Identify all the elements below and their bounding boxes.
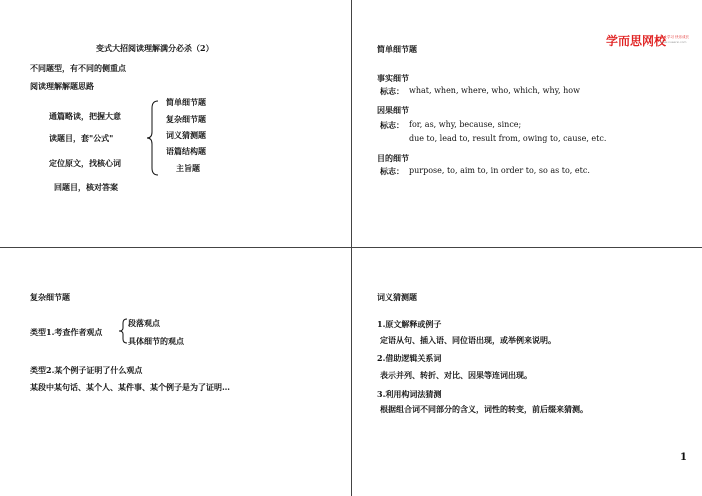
logo-tagline: 爱上学习 快乐成长: [660, 35, 690, 39]
question-type: 词义猜测题: [166, 130, 206, 140]
cause-heading: 因果细节: [377, 105, 409, 115]
cause-words-2: due to, lead to, result from, owing to, cause, etc.: [409, 134, 607, 143]
logo-name: 学而思网校: [606, 34, 667, 48]
slide-3-title: 复杂细节题: [30, 292, 70, 302]
brand-logo: [606, 34, 698, 50]
brace-icon: [118, 318, 128, 344]
question-type: 主旨题: [176, 163, 200, 173]
slide-4-title: 词义猜测题: [377, 292, 417, 302]
horizontal-divider: [0, 247, 702, 248]
cause-words-1: for, as, why, because, since;: [409, 120, 522, 129]
method-heading: 2.借助逻辑关系词: [377, 353, 442, 363]
purpose-heading: 目的细节: [377, 153, 409, 163]
step-item: 定位原文，找核心词: [49, 158, 121, 168]
type-2-description: 某段中某句话、某个人、某件事、某个例子是为了证明…: [30, 382, 230, 392]
cause-marker: 标志：: [380, 120, 404, 130]
question-type: 复杂细节题: [166, 114, 206, 124]
type-1-option: 段落观点: [128, 318, 160, 328]
method-detail: 根据组合词不同部分的含义，词性的转变，前后缀来猜测。: [380, 404, 588, 414]
question-type: 语篇结构题: [166, 146, 206, 156]
slide-2-title: 简单细节题: [377, 44, 417, 54]
vertical-divider: [351, 0, 352, 496]
slide-1-title: 变式大招阅读理解满分必杀（2）: [96, 43, 214, 53]
step-item: 通篇略读，把握大意: [49, 111, 121, 121]
type-1-label: 类型1.考查作者观点: [30, 327, 103, 337]
slide-1-line-2: 阅读理解解题思路: [30, 81, 94, 91]
step-item: 回题目，核对答案: [54, 182, 118, 192]
type-2-label: 类型2.某个例子证明了什么观点: [30, 365, 143, 375]
type-1-option: 具体细节的观点: [128, 336, 184, 346]
purpose-words: purpose, to, aim to, in order to, so as to, etc.: [409, 166, 590, 175]
fact-words: what, when, where, who, which, why, how: [409, 86, 580, 95]
method-heading: 3.利用构词法猜测: [377, 389, 442, 399]
slide-1-line-1: 不同题型，有不同的侧重点: [30, 63, 126, 73]
fact-marker: 标志：: [380, 86, 404, 96]
method-detail: 定语从句、插入语、同位语出现，或举例来说明。: [380, 335, 556, 345]
fact-heading: 事实细节: [377, 73, 409, 83]
brace-icon: [146, 100, 160, 176]
method-heading: 1.原文解释或例子: [377, 319, 442, 329]
logo-url: www.xueersi.com: [660, 40, 687, 44]
step-item: 读题目，套"公式": [49, 133, 114, 143]
question-type: 简单细节题: [166, 97, 206, 107]
purpose-marker: 标志：: [380, 166, 404, 176]
method-detail: 表示并列、转折、对比、因果等连词出现。: [380, 370, 532, 380]
page-number: 1: [680, 452, 687, 463]
